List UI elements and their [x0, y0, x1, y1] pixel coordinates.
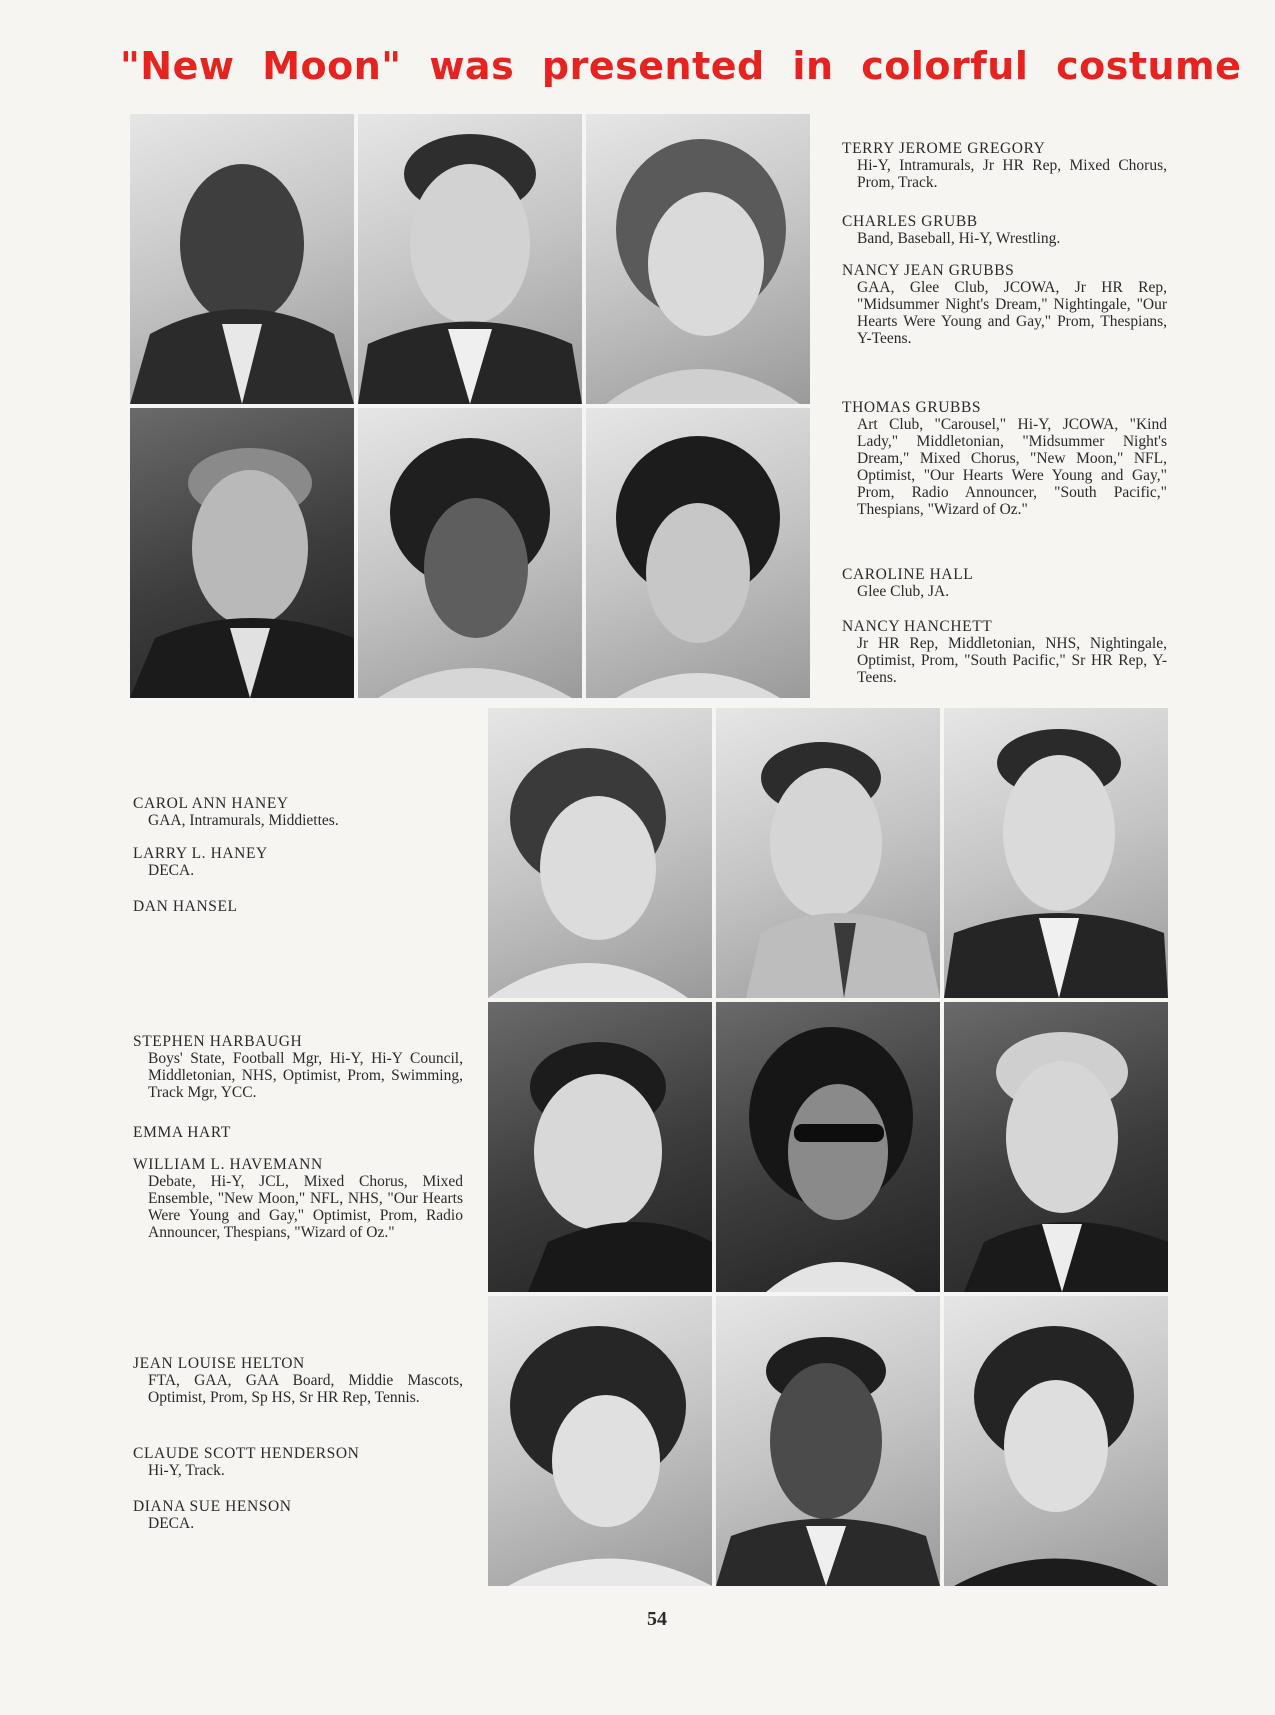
student-name: CLAUDE SCOTT HENDERSON — [133, 1445, 360, 1462]
bio-bottom-3 — [133, 898, 463, 915]
student-name: WILLIAM L. HAVEMANN — [133, 1156, 323, 1173]
student-activities: FTA, GAA, GAA Board, Middie Mascots, Optimist, Prom, Sp HS, Sr HR Rep, Tennis. — [148, 1372, 463, 1406]
portrait-photo-14 — [716, 1296, 940, 1586]
portrait-photo-12 — [944, 1002, 1168, 1292]
student-name: LARRY L. HANEY — [133, 845, 268, 862]
page-number: 54 — [647, 1608, 667, 1630]
bio-top-5 — [842, 566, 1167, 600]
student-activities: Hi-Y, Track. — [148, 1462, 225, 1479]
portrait-photo-7 — [488, 708, 712, 998]
student-name: CHARLES GRUBB — [842, 213, 978, 230]
student-activities: Jr HR Rep, Middletonian, NHS, Nightingale, Optimist, Prom, "South Pacific," Sr HR Rep, Y-Teens. — [857, 635, 1167, 686]
student-name: NANCY JEAN GRUBBS — [842, 262, 1015, 279]
student-name: NANCY HANCHETT — [842, 618, 993, 635]
student-activities: GAA, Intramurals, Middiettes. — [148, 812, 339, 829]
student-name: THOMAS GRUBBS — [842, 399, 982, 416]
bio-bottom-2 — [133, 845, 463, 879]
bio-top-3 — [842, 262, 1167, 347]
student-name: DAN HANSEL — [133, 898, 238, 915]
bio-bottom-9 — [133, 1498, 463, 1532]
page-headline: "New Moon" was presented in colorful costume — [120, 44, 1242, 88]
bio-top-6 — [842, 618, 1167, 686]
bio-bottom-7 — [133, 1355, 463, 1406]
student-activities: Boys' State, Football Mgr, Hi-Y, Hi-Y Council, Middletonian, NHS, Optimist, Prom, Swimming, Track Mgr, YCC. — [148, 1050, 463, 1101]
student-activities: Band, Baseball, Hi-Y, Wrestling. — [857, 230, 1061, 247]
portrait-photo-15 — [944, 1296, 1168, 1586]
portrait-photo-3 — [586, 114, 810, 404]
student-activities: DECA. — [148, 1515, 195, 1532]
bio-top-4 — [842, 399, 1167, 518]
portrait-photo-6 — [586, 408, 810, 698]
portrait-photo-8 — [716, 708, 940, 998]
portrait-photo-5 — [358, 408, 582, 698]
student-activities: Glee Club, JA. — [857, 583, 950, 600]
bio-bottom-6 — [133, 1156, 463, 1241]
bio-bottom-8 — [133, 1445, 463, 1479]
student-activities: GAA, Glee Club, JCOWA, Jr HR Rep, "Midsummer Night's Dream," Nightingale, "Our Hearts Were Young and Gay," Prom, Thespians, Y-Teens. — [857, 279, 1167, 347]
bio-bottom-4 — [133, 1033, 463, 1101]
bio-top-2 — [842, 213, 1167, 247]
portrait-photo-13 — [488, 1296, 712, 1586]
portrait-photo-10 — [488, 1002, 712, 1292]
student-name: EMMA HART — [133, 1124, 231, 1141]
portrait-photo-4 — [130, 408, 354, 698]
bio-bottom-1 — [133, 795, 463, 829]
student-name: CAROL ANN HANEY — [133, 795, 289, 812]
student-activities: Art Club, "Carousel," Hi-Y, JCOWA, "Kind Lady," Middletonian, "Midsummer Night's Dream," Mixed Chorus, "New Moon," NFL, Optimist, "Our Hearts Were Young and Gay," Prom, Radio Announcer, "South Pacific," Thespians, "Wizard of Oz." — [857, 416, 1167, 518]
portrait-photo-9 — [944, 708, 1168, 998]
student-name: JEAN LOUISE HELTON — [133, 1355, 305, 1372]
student-name: CAROLINE HALL — [842, 566, 974, 583]
student-activities: Hi-Y, Intramurals, Jr HR Rep, Mixed Chorus, Prom, Track. — [857, 157, 1167, 191]
bio-top-1 — [842, 140, 1167, 191]
student-activities: DECA. — [148, 862, 195, 879]
portrait-photo-2 — [358, 114, 582, 404]
student-name: TERRY JEROME GREGORY — [842, 140, 1046, 157]
student-activities: Debate, Hi-Y, JCL, Mixed Chorus, Mixed Ensemble, "New Moon," NFL, NHS, "Our Hearts Were Young and Gay," Optimist, Prom, Radio Announcer, Thespians, "Wizard of Oz." — [148, 1173, 463, 1241]
portrait-photo-1 — [130, 114, 354, 404]
student-name: DIANA SUE HENSON — [133, 1498, 292, 1515]
bio-bottom-5 — [133, 1124, 463, 1141]
student-name: STEPHEN HARBAUGH — [133, 1033, 303, 1050]
portrait-photo-11 — [716, 1002, 940, 1292]
